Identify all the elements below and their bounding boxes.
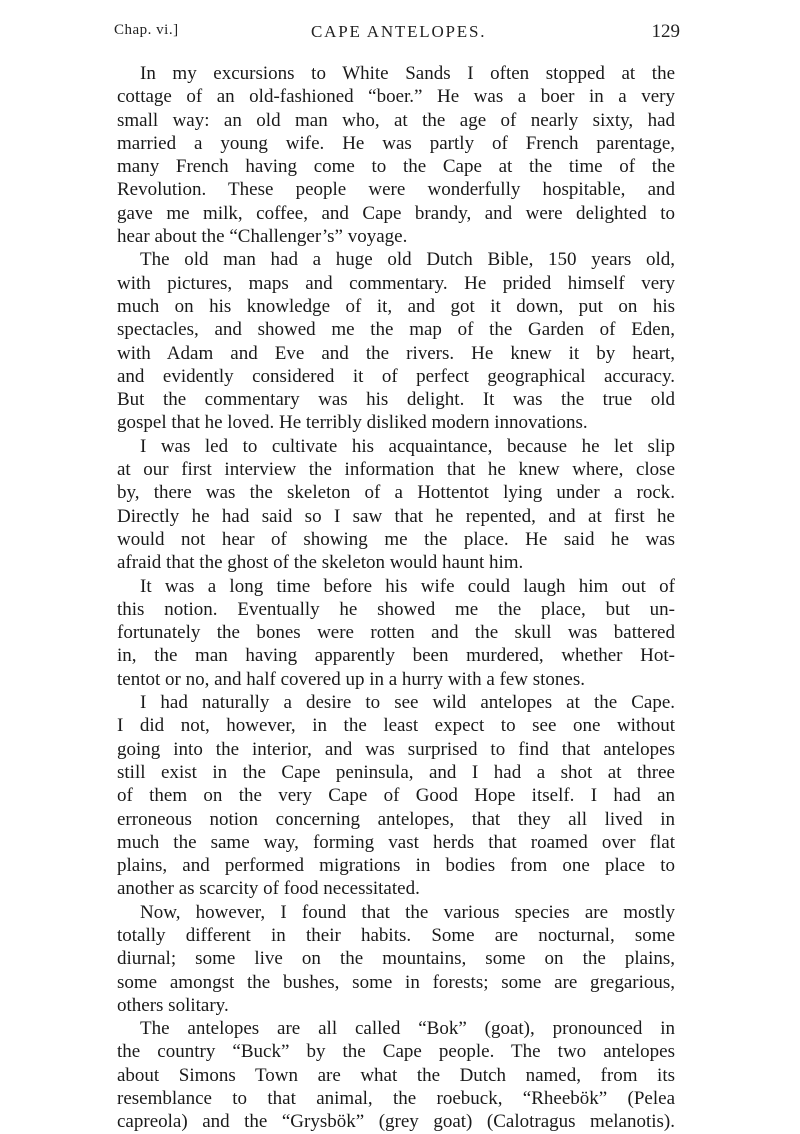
- text-line: going into the interior, and was surprised to find that antelopes: [117, 738, 675, 760]
- text-line: plains, and performed migrations in bodies from one place to: [117, 855, 675, 877]
- text-line: would not hear of showing me the place. He said he was: [117, 528, 675, 550]
- text-line: married a young wife. He was partly of French parentage,: [117, 132, 675, 154]
- text-line: much on his knowledge of it, and got it down, put on his: [117, 295, 675, 317]
- text-line: the country “Buck” by the Cape people. The two antelopes: [117, 1041, 675, 1063]
- text-line: some amongst the bushes, some in forests; some are gregarious,: [117, 971, 675, 993]
- text-line: this notion. Eventually he showed me the place, but un-: [117, 598, 675, 620]
- text-line: fortunately the bones were rotten and the skull was battered: [117, 622, 675, 644]
- text-line: afraid that the ghost of the skeleton would haunt him.: [117, 552, 524, 574]
- text-line: about Simons Town are what the Dutch named, from its: [117, 1064, 675, 1086]
- text-line: and evidently considered it of perfect geographical accuracy.: [117, 365, 675, 387]
- text-line: diurnal; some live on the mountains, some on the plains,: [117, 948, 675, 970]
- text-line: spectacles, and showed me the map of the Garden of Eden,: [117, 319, 675, 341]
- text-line: at our first interview the information that he knew where, close: [117, 459, 675, 481]
- text-line: capreola) and the “Grysbök” (grey goat) (Calotragus melanotis).: [117, 1111, 675, 1133]
- text-line: small way: an old man who, at the age of nearly sixty, had: [117, 109, 675, 131]
- text-line: Now, however, I found that the various species are mostly: [140, 901, 675, 923]
- text-line: I had naturally a desire to see wild antelopes at the Cape.: [140, 692, 675, 714]
- text-line: gave me milk, coffee, and Cape brandy, and were delighted to: [117, 202, 675, 224]
- text-line: many French having come to the Cape at the time of the: [117, 156, 675, 178]
- text-line: another as scarcity of food necessitated.: [117, 878, 420, 900]
- text-line: totally different in their habits. Some are nocturnal, some: [117, 924, 675, 946]
- text-line: in, the man having apparently been murdered, whether Hot-: [117, 645, 675, 667]
- text-line: In my excursions to White Sands I often stopped at the: [140, 63, 675, 84]
- text-line: gospel that he loved. He terribly disliked modern innovations.: [117, 412, 588, 434]
- text-line: by, there was the skeleton of a Hottentot lying under a rock.: [117, 482, 675, 504]
- text-line: The old man had a huge old Dutch Bible, 150 years old,: [140, 249, 675, 271]
- text-line: The antelopes are all called “Bok” (goat), pronounced in: [140, 1018, 675, 1040]
- text-line: of them on the very Cape of Good Hope itself. I had an: [117, 785, 675, 807]
- text-line: much the same way, forming vast herds that roamed over flat: [117, 831, 675, 853]
- text-line: with Adam and Eve and the rivers. He knew it by heart,: [117, 342, 675, 364]
- text-line: resemblance to that animal, the roebuck, “Rheebök” (Pelea: [117, 1088, 675, 1110]
- text-line: Revolution. These people were wonderfully hospitable, and: [117, 179, 675, 201]
- text-line: cottage of an old-fashioned “boer.” He was a boer in a very: [117, 86, 675, 108]
- running-head: [114, 22, 680, 46]
- running-title: CAPE ANTELOPES.: [311, 22, 487, 41]
- text-line: hear about the “Challenger’s” voyage.: [117, 226, 408, 248]
- text-line: I did not, however, in the least expect to see one without: [117, 715, 675, 737]
- body-text: [117, 62, 675, 1134]
- text-line: But the commentary was his delight. It was the true old: [117, 389, 675, 411]
- text-line: with pictures, maps and commentary. He prided himself very: [117, 272, 675, 294]
- text-line: Directly he had said so I saw that he repented, and at first he: [117, 505, 675, 527]
- chapter-label: Chap. vi.]: [114, 22, 179, 38]
- text-line: tentot or no, and half covered up in a hurry with a few stones.: [117, 668, 586, 690]
- text-line: It was a long time before his wife could laugh him out of: [140, 575, 675, 597]
- text-line: others solitary.: [117, 994, 229, 1016]
- text-line: I was led to cultivate his acquaintance, because he let slip: [140, 435, 675, 457]
- text-line: erroneous notion concerning antelopes, that they all lived in: [117, 808, 675, 830]
- page-number: 129: [651, 21, 680, 42]
- text-line: still exist in the Cape peninsula, and I had a shot at three: [117, 761, 675, 783]
